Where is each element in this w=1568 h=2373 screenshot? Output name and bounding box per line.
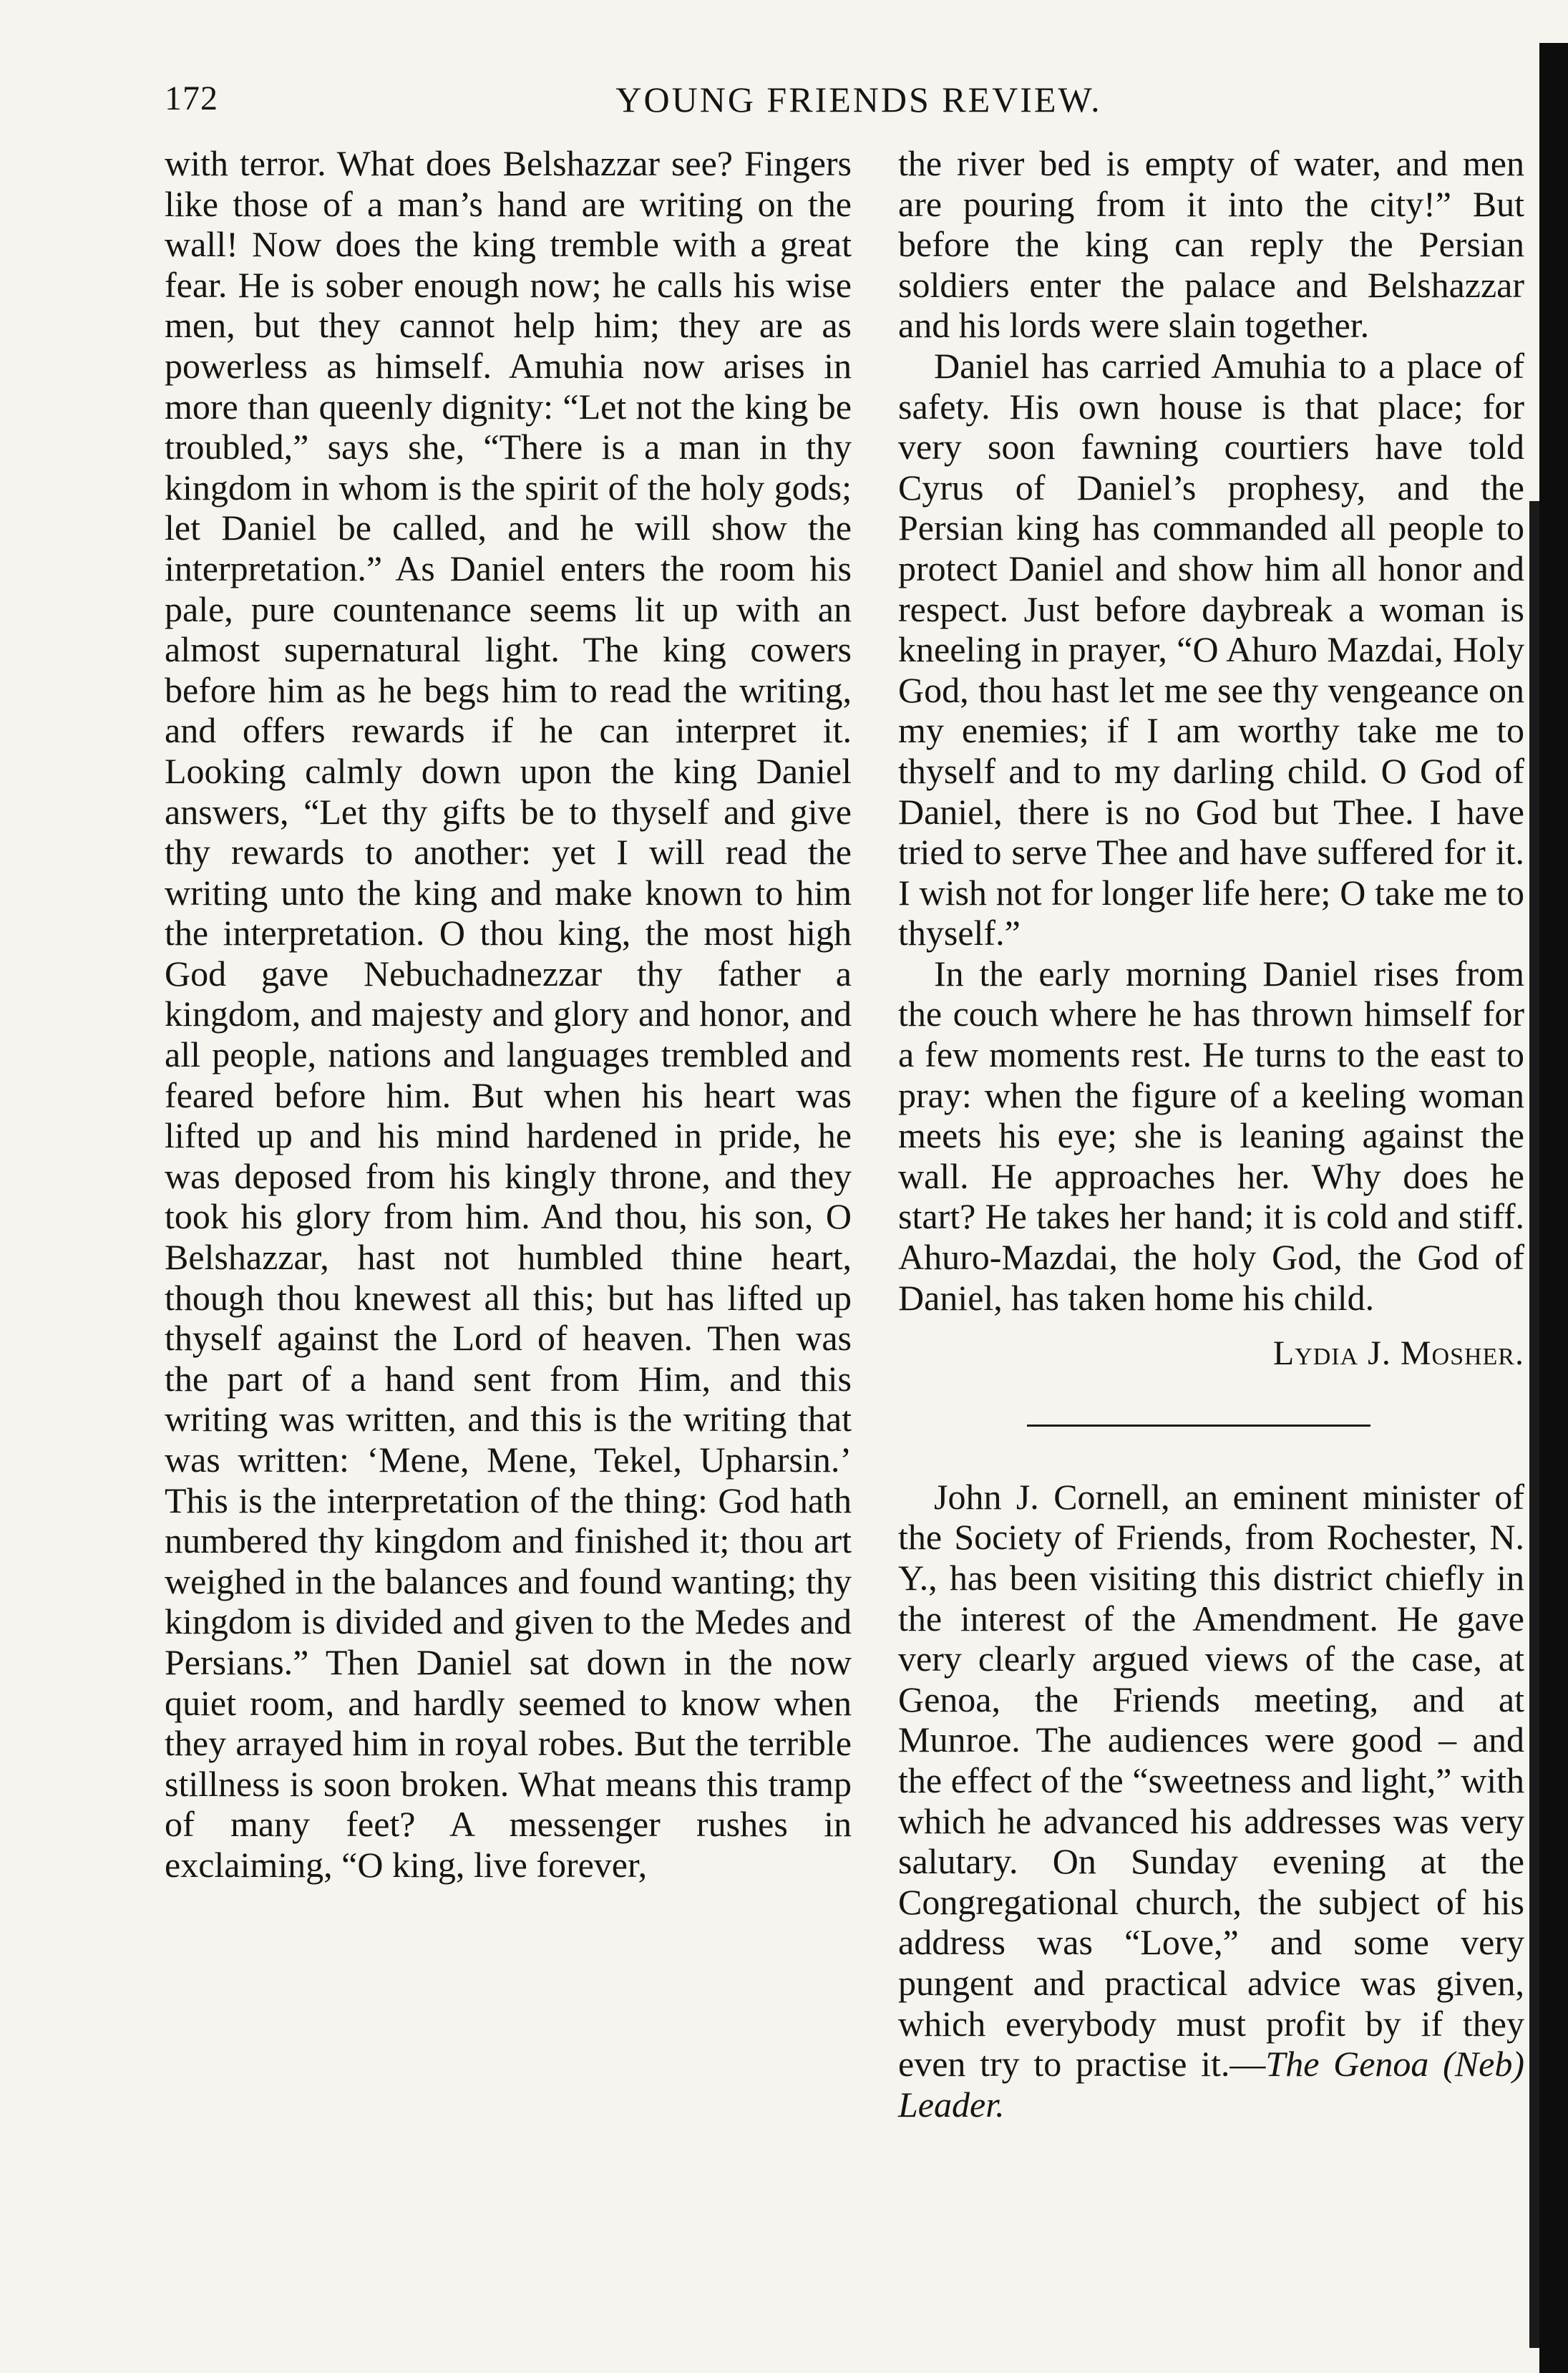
running-header	[165, 79, 1510, 129]
journal-title: YOUNG FRIENDS REVIEW.	[615, 79, 1102, 120]
binding-edge-shadow	[1539, 43, 1568, 2373]
left-column	[165, 143, 852, 1886]
author-signature: Lydia J. Mosher.	[1272, 1334, 1524, 1373]
binding-edge-shadow-inner	[1529, 501, 1539, 2348]
news-notice	[898, 1477, 1524, 2125]
right-column	[898, 143, 1524, 2125]
story-paragraph: In the early morning Daniel rises from the couch where he has thrown himself for a few moments rest. He turns to the east to pray: when the figure of a keeling woman meets his eye; she is leaning against the wall. He approaches her. Why does he start? He takes her hand; it is cold and stiff. Ahuro-Mazdai, the holy God, the God of Daniel, has taken home his child.	[898, 953, 1524, 1318]
story-paragraph: the river bed is empty of water, and men are pouring from it into the city!” But before the king can reply the Persian soldiers enter the palace and Belshazzar and his lords were slain together.	[898, 143, 1524, 346]
section-divider	[1027, 1425, 1370, 1427]
story-paragraph: with terror. What does Belshazzar see? Fingers like those of a man’s hand are writing on the wall! Now does the king tremble with a great fear. He is sober enough now; he calls his wise men, but they cannot help him; they are as powerless as himself. Amuhia now arises in more than queenly dignity: “Let not the king be troubled,” says she, “There is a man in thy kingdom in whom is the spirit of the holy gods; let Daniel be called, and he will show the interpretation.” As Daniel enters the room his pale, pure countenance seems lit up with an almost supernatural light. The king cowers before him as he begs him to read the writing, and offers rewards if he can interpret it. Looking calmly down upon the king Daniel answers, “Let thy gifts be to thyself and give thy rewards to another: yet I will read the writing unto the king and make known to him the interpretation. O thou king, the most high God gave Nebuchadnezzar thy father a kingdom, and majesty and glory and honor, and all people, nations and languages trembled and feared before him. But when his heart was lifted up and his mind hardened in pride, he was deposed from his kingly throne, and they took his glory from him. And thou, his son, O Belshazzar, hast not humbled thine heart, though thou knewest all this; but has lifted up thyself against the Lord of heaven. Then was the part of a hand sent from Him, and this writing was written, and this is the writing that was written: ‘Mene, Mene, Tekel, Upharsin.’ This is the interpretation of the thing: God hath numbered thy kingdom and finished it; thou art weighed in the balances and found wanting; thy kingdom is divided and given to the Medes and Persians.” Then Daniel sat down in the now quiet room, and hardly seemed to know when they arrayed him in royal robes. But the terrible stillness is soon broken. What means this tramp of many feet? A messenger rushes in exclaiming, “O king, live forever,	[165, 143, 852, 1885]
notice-source: The Genoa (Neb) Leader.	[898, 2044, 1524, 2125]
notice-text: John J. Cornell, an eminent minister of the Society of Friends, from Rochester, N. Y., has been visiting this district chiefly in the interest of the Amendment. He gave very clearly argued views of the case, at Genoa, the Friends meeting, and at Munroe. The audiences were good – and the effect of the “sweetness and light,” with which he advanced his addresses was very salutary. On Sunday evening at the Congregational church, the subject of his address was “Love,” and some very pungent and practical advice was given, which everybody must profit by if they even try to practise it.—	[898, 1476, 1524, 2085]
page-number: 172	[165, 79, 218, 117]
story-paragraph: Daniel has carried Amuhia to a place of safety. His own house is that place; for very soon fawning courtiers have told Cyrus of Daniel’s prophesy, and the Persian king has commanded all people to protect Daniel and show him all honor and respect. Just before daybreak a woman is kneeling in prayer, “O Ahuro Mazdai, Holy God, thou hast let me see thy vengeance on my enemies; if I am worthy take me to thyself and to my darling child. O God of Daniel, there is no God but Thee. I have tried to serve Thee and have suffered for it. I wish not for longer life here; O take me to thyself.”	[898, 345, 1524, 953]
